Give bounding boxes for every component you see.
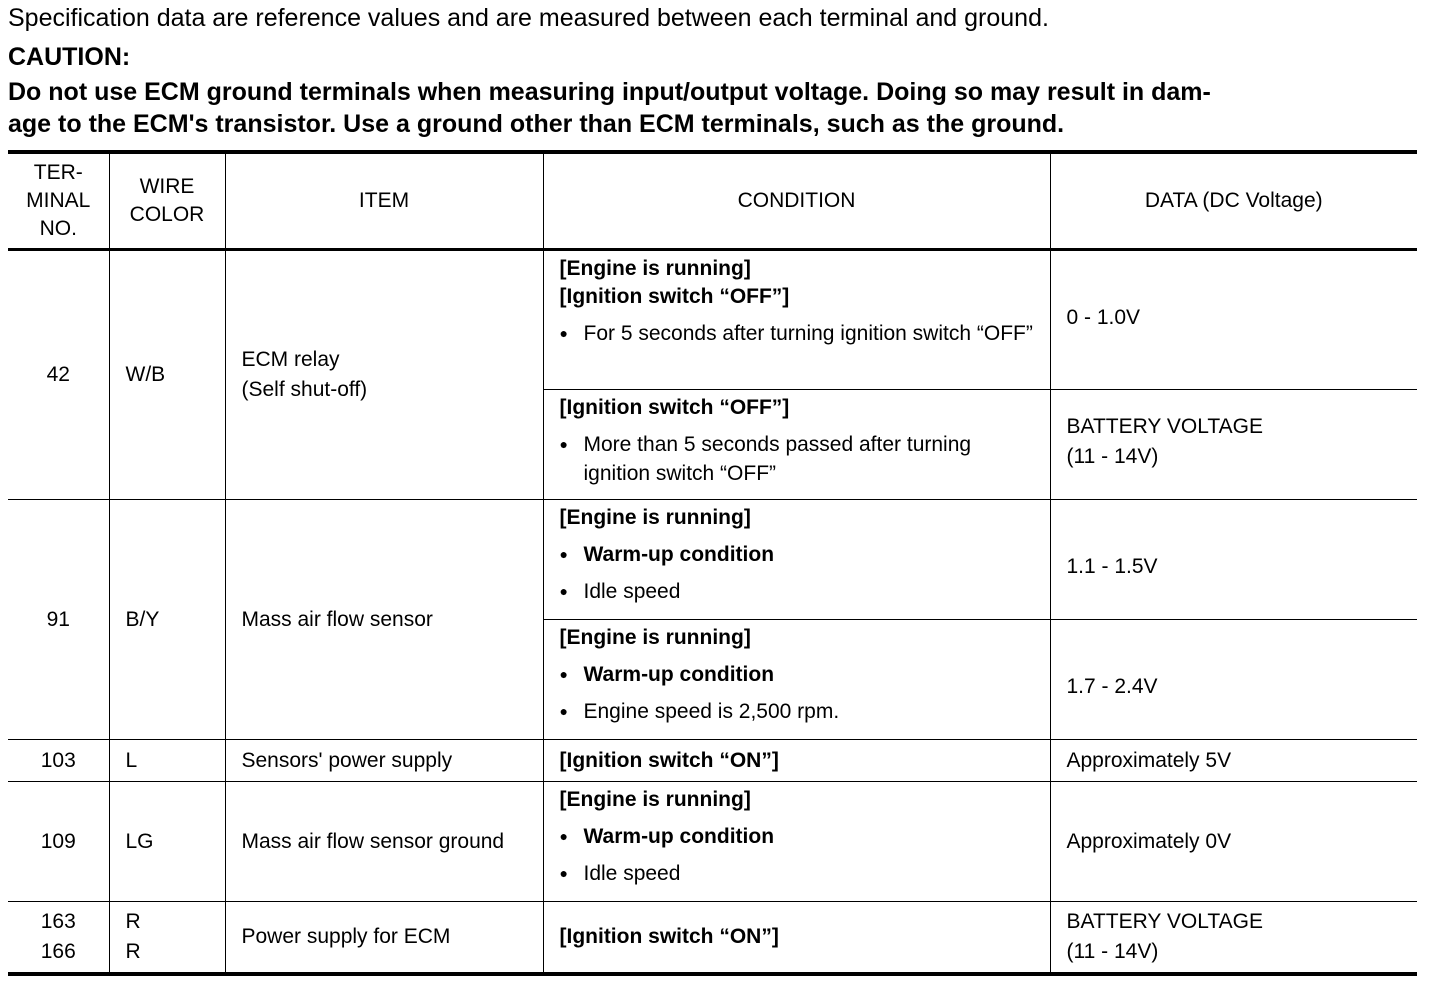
wire-color: R [125, 939, 141, 963]
bullet-text: Warm-up condition [583, 825, 775, 848]
data-value: 0 - 1.0V [1066, 306, 1141, 329]
wire-color-cell [109, 500, 225, 740]
item-text: Mass air flow sensor ground [241, 829, 505, 853]
condition-header: [Engine is running] [559, 626, 751, 649]
condition-header: [Engine is running] [559, 788, 751, 811]
caution-title: CAUTION: [8, 43, 131, 71]
bullet-text: Warm-up condition [583, 663, 775, 686]
data-value: Approximately 5V [1066, 748, 1232, 772]
condition-bullet [560, 540, 1040, 569]
condition-bullet [560, 430, 1040, 488]
bullet-text: Idle speed [583, 862, 681, 885]
condition-cell [543, 782, 1050, 902]
condition-header: [Ignition switch “ON”] [559, 924, 779, 948]
data-value: (11 - 14V) [1066, 939, 1159, 963]
condition-header: [Engine is running] [559, 506, 751, 529]
data-cell [1050, 782, 1417, 902]
table-row [8, 740, 1417, 782]
caution-line: Do not use ECM ground terminals when measuring input/output voltage. Doing so may result in dam- [8, 78, 1211, 106]
condition-bullet [560, 319, 1040, 348]
header-data: DATA (DC Voltage) [1050, 152, 1417, 250]
terminal-no-cell [8, 782, 109, 902]
terminal-no: 163 [40, 909, 76, 933]
wire-color: R [125, 909, 141, 933]
bullet-dot-icon [560, 697, 584, 726]
header-terminal-no [8, 152, 109, 250]
bullet-dot-icon [560, 577, 584, 606]
terminal-no: 109 [40, 829, 76, 853]
table-header-row [8, 152, 1417, 250]
condition-header: [Ignition switch “ON”] [559, 748, 779, 772]
intro-text: Specification data are reference values and are measured between each terminal and ground. [8, 4, 1049, 32]
item-cell [225, 740, 543, 782]
terminal-no-cell [8, 250, 109, 500]
header-item: ITEM [225, 152, 543, 250]
item-cell [225, 250, 543, 500]
terminal-no-cell [8, 500, 109, 740]
condition-cell [543, 902, 1050, 974]
terminal-no-cell [8, 740, 109, 782]
bullet-dot-icon [560, 319, 584, 348]
header-line: WIRE [139, 175, 195, 198]
wire-color: W/B [125, 363, 166, 386]
bullet-dot-icon [560, 660, 584, 689]
wire-color: L [125, 748, 138, 772]
bullet-dot-icon [560, 822, 584, 851]
wire-color-cell [109, 250, 225, 500]
item-text: (Self shut-off) [241, 378, 368, 401]
terminal-no: 166 [40, 939, 76, 963]
condition-bullet [560, 822, 1040, 851]
wire-color: LG [125, 829, 154, 853]
item-text: Mass air flow sensor [241, 607, 433, 631]
condition-cell [543, 250, 1050, 390]
data-value: BATTERY VOLTAGE [1066, 909, 1263, 933]
condition-cell [543, 390, 1050, 500]
data-value: 1.7 - 2.4V [1066, 675, 1158, 698]
condition-cell [543, 500, 1050, 620]
header-line: COLOR [129, 203, 205, 226]
condition-header: [Engine is running] [559, 257, 751, 280]
condition-bullet [560, 577, 1040, 606]
header-line: MINAL [26, 189, 91, 212]
item-text: ECM relay [241, 348, 340, 371]
condition-header: [Ignition switch “OFF”] [559, 396, 790, 419]
terminal-spec-table [8, 150, 1417, 976]
condition-bullet [560, 660, 1040, 689]
bullet-text: More than 5 seconds passed after turning ignition switch “OFF” [583, 433, 972, 485]
header-line: NO. [39, 217, 77, 240]
item-cell [225, 500, 543, 740]
terminal-no-cell [8, 902, 109, 974]
table-row [8, 782, 1417, 902]
condition-cell [543, 620, 1050, 740]
terminal-no: 42 [46, 363, 70, 386]
bullet-text: For 5 seconds after turning ignition switch “OFF” [583, 322, 1033, 345]
data-value: Approximately 0V [1066, 829, 1232, 853]
header-wire-color [109, 152, 225, 250]
wire-color-cell [109, 782, 225, 902]
data-cell [1050, 620, 1417, 740]
terminal-no: 103 [40, 748, 76, 772]
data-cell [1050, 250, 1417, 390]
bullet-dot-icon [560, 430, 584, 459]
item-text: Sensors' power supply [241, 748, 453, 772]
header-line: TER- [33, 161, 83, 184]
data-cell [1050, 902, 1417, 974]
data-cell [1050, 500, 1417, 620]
caution-text [8, 76, 1418, 140]
item-cell [225, 782, 543, 902]
condition-cell [543, 740, 1050, 782]
bullet-dot-icon [560, 540, 584, 569]
condition-bullet [560, 697, 1040, 726]
item-cell [225, 902, 543, 974]
header-condition: CONDITION [543, 152, 1050, 250]
caution-line: age to the ECM's transistor. Use a ground other than ECM terminals, such as the ground. [8, 110, 1065, 138]
table-row [8, 902, 1417, 974]
table-row [8, 500, 1417, 620]
terminal-no: 91 [46, 607, 70, 631]
condition-header: [Ignition switch “OFF”] [559, 285, 790, 308]
data-cell [1050, 740, 1417, 782]
bullet-text: Idle speed [583, 580, 681, 603]
data-value: (11 - 14V) [1066, 445, 1159, 468]
bullet-text: Engine speed is 2,500 rpm. [583, 700, 840, 723]
wire-color-cell [109, 740, 225, 782]
item-text: Power supply for ECM [241, 924, 451, 948]
data-cell [1050, 390, 1417, 500]
condition-bullet [560, 859, 1040, 888]
table-row [8, 250, 1417, 390]
data-value: BATTERY VOLTAGE [1066, 415, 1263, 438]
wire-color: B/Y [125, 607, 160, 631]
wire-color-cell [109, 902, 225, 974]
bullet-dot-icon [560, 859, 584, 888]
data-value: 1.1 - 1.5V [1066, 555, 1158, 578]
bullet-text: Warm-up condition [583, 543, 775, 566]
